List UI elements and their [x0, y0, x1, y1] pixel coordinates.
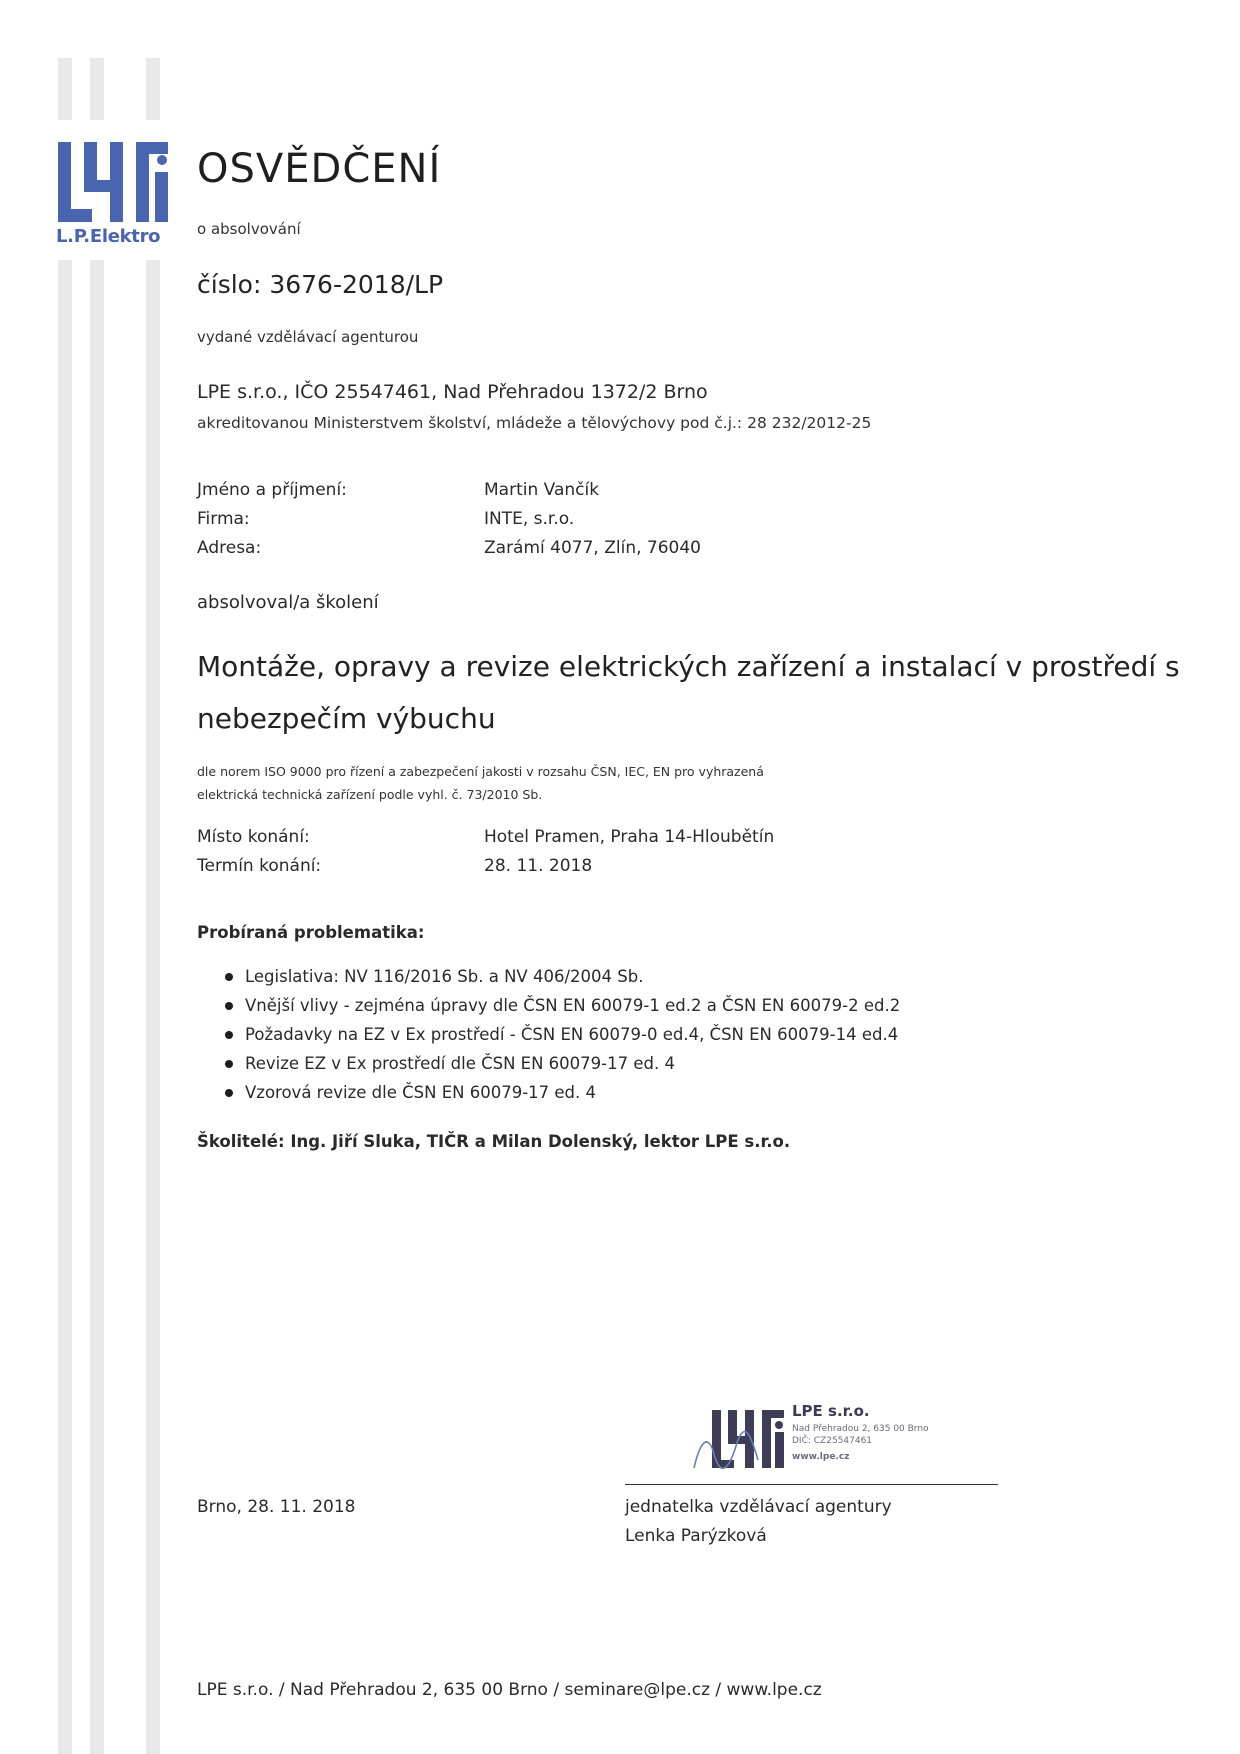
list-item: Požadavky na EZ v Ex prostředí - ČSN EN 60079-0 ed.4, ČSN EN 60079-14 ed.4: [197, 1020, 900, 1049]
company-logo: [56, 120, 168, 260]
signature-line: [625, 1484, 998, 1485]
certificate-subtitle: o absolvování: [197, 220, 301, 238]
stamp-address: Nad Přehradou 2, 635 00 Brno: [792, 1424, 929, 1434]
event-place-label: Místo konání:: [197, 827, 310, 847]
topics-heading: Probíraná problematika:: [197, 923, 425, 942]
norm-text-line-1: dle norem ISO 9000 pro řízení a zabezpečení jakosti v rozsahu ČSN, IEC, EN pro vyhrazená: [197, 764, 764, 779]
list-item: Legislativa: NV 116/2016 Sb. a NV 406/2004 Sb.: [197, 962, 900, 991]
decorative-stripe-1: [58, 58, 72, 1754]
signatory-name: Lenka Parýzková: [625, 1526, 767, 1546]
person-company-value: INTE, s.r.o.: [484, 509, 575, 529]
event-date-value: 28. 11. 2018: [484, 856, 593, 876]
stamp-dic: DIČ: CZ25547461: [792, 1436, 873, 1446]
issued-by-label: vydané vzdělávací agenturou: [197, 328, 419, 346]
company-stamp: [688, 1402, 938, 1476]
certificate-title: OSVĚDČENÍ: [197, 146, 442, 192]
course-title: Montáže, opravy a revize elektrických zařízení a instalací v prostředí s nebezpečím výbuchu: [197, 650, 1180, 735]
list-item: Vnější vlivy - zejména úpravy dle ČSN EN 60079-1 ed.2 a ČSN EN 60079-2 ed.2: [197, 991, 900, 1020]
stamp-company-name: LPE s.r.o.: [792, 1402, 870, 1420]
person-company-label: Firma:: [197, 509, 250, 529]
stamp-web: www.lpe.cz: [792, 1452, 850, 1462]
person-address-value: Zarámí 4077, Zlín, 76040: [484, 538, 701, 558]
trainers-text: Školitelé: Ing. Jiří Sluka, TIČR a Milan Dolenský, lektor LPE s.r.o.: [197, 1132, 791, 1151]
signatory-role: jednatelka vzdělávací agentury: [625, 1497, 892, 1517]
event-place-value: Hotel Pramen, Praha 14-Hloubětín: [484, 827, 775, 847]
certificate-number: číslo: 3676-2018/LP: [197, 270, 444, 299]
norm-text-line-2: elektrická technická zařízení podle vyhl. č. 73/2010 Sb.: [197, 787, 543, 802]
accreditation-text: akreditovanou Ministerstvem školství, mládeže a tělovýchovy pod č.j.: 28 232/2012-25: [197, 414, 872, 432]
bullet-icon: [225, 1002, 233, 1010]
event-date-label: Termín konání:: [197, 856, 322, 876]
decorative-stripe-3: [146, 58, 160, 1754]
person-name-value: Martin Vančík: [484, 480, 600, 500]
list-item: Vzorová revize dle ČSN EN 60079-17 ed. 4: [197, 1078, 900, 1107]
place-date: Brno, 28. 11. 2018: [197, 1497, 356, 1517]
bullet-icon: [225, 973, 233, 981]
lpe-logo-icon: [56, 120, 168, 224]
topics-list: [197, 962, 900, 1107]
footer-contact: LPE s.r.o. / Nad Přehradou 2, 635 00 Brno / seminare@lpe.cz / www.lpe.cz: [197, 1680, 822, 1700]
logo-text: L.P.Elektro: [56, 226, 161, 247]
bullet-icon: [225, 1031, 233, 1039]
person-name-label: Jméno a příjmení:: [197, 480, 347, 500]
agency-name: LPE s.r.o., IČO 25547461, Nad Přehradou 1372/2 Brno: [197, 381, 708, 403]
stamp-logo-icon: [688, 1402, 788, 1476]
bullet-icon: [225, 1060, 233, 1068]
bullet-icon: [225, 1089, 233, 1097]
list-item: Revize EZ v Ex prostředí dle ČSN EN 60079-17 ed. 4: [197, 1049, 900, 1078]
decorative-stripe-2: [90, 58, 104, 1754]
person-address-label: Adresa:: [197, 538, 262, 558]
completed-label: absolvoval/a školení: [197, 592, 379, 613]
